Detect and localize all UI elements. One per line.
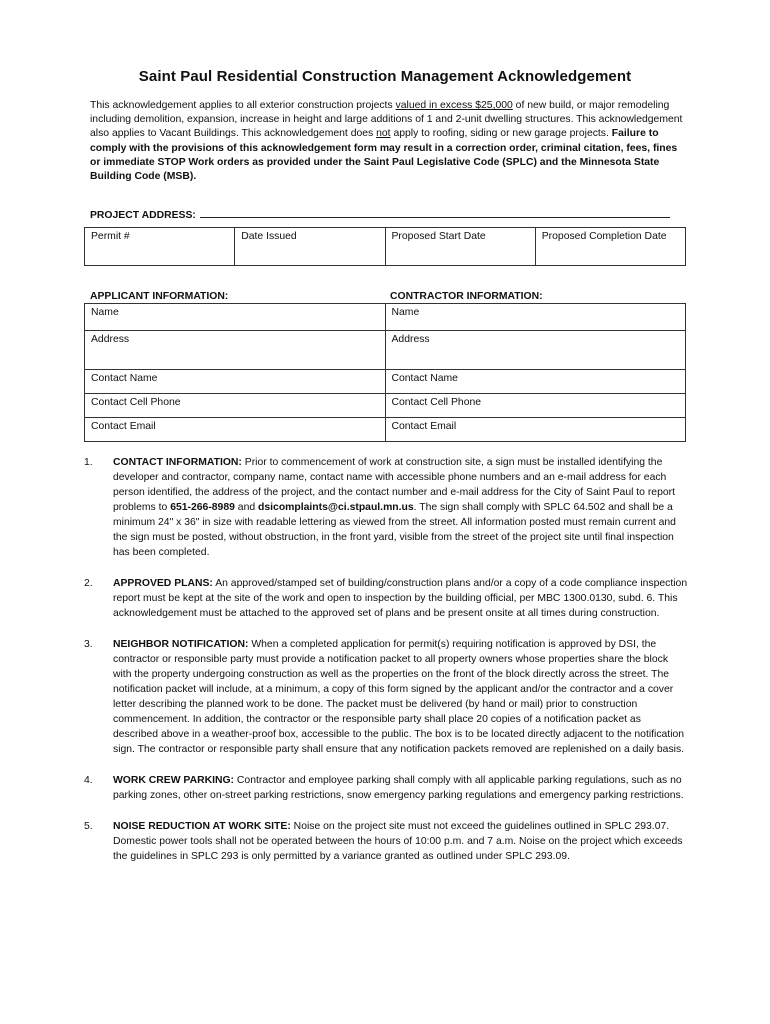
applicant-contact-name-label: Contact Name <box>91 373 158 384</box>
item-body: Noise on the project site must not exceed the guidelines outlined in SPLC 293.07. Domestic power tools shall not be operated between the hours of 10:00 p.m. and 7 a.m. Noise on the project which exceeds the guidelines in SPLC 293 is only permitted by a variance granted as outlined under SPLC 293.09. <box>113 821 683 862</box>
item-body: and <box>234 502 259 513</box>
applicant-email-cell[interactable] <box>85 418 386 442</box>
table-row <box>85 304 686 331</box>
item-heading: CONTACT INFORMATION: <box>113 457 242 468</box>
item-heading: NOISE REDUCTION AT WORK SITE: <box>113 821 291 832</box>
intro-text-2: of new build, or major remodeling including demolition, expansion, increase in height and large additions of 1 and 2-unit dwelling structures. This acknowledgement also applies to Vacant Buildings. This acknowledgement does <box>90 100 683 140</box>
item-body: Contractor and employee parking shall comply with all applicable parking regulations, such as no parking zones, other on-street parking restrictions, snow emergency parking regulations and emergency parking restrictions. <box>113 775 684 801</box>
list-item <box>84 773 688 803</box>
completion-date-cell[interactable] <box>535 228 685 266</box>
table-row <box>85 370 686 394</box>
item-number: 4. <box>84 775 93 786</box>
contractor-contact-name-label: Contact Name <box>391 373 458 384</box>
item-body: An approved/stamped set of building/construction plans and/or a copy of a code compliance inspection report must be kept at the site of the work and open to inspection by the building official, per MBC 1300.0130, subd. 6. This acknowledgement must be attached to the approved set of plans and be present onsite at all times during construction. <box>113 578 688 619</box>
table-row <box>85 331 686 370</box>
contractor-contact-name-cell[interactable] <box>385 370 686 394</box>
item-number: 5. <box>84 821 93 832</box>
applicant-phone-label: Contact Cell Phone <box>91 397 181 408</box>
applicant-email-label: Contact Email <box>91 421 156 432</box>
completion-date-label: Proposed Completion Date <box>541 231 667 242</box>
start-date-cell[interactable] <box>385 228 535 266</box>
project-address-field[interactable] <box>200 207 670 218</box>
item-text <box>113 637 688 757</box>
project-address-row <box>90 207 670 221</box>
item-number: 3. <box>84 639 93 650</box>
applicant-address-cell[interactable] <box>85 331 386 370</box>
contractor-email-label: Contact Email <box>391 421 457 432</box>
page-title: Saint Paul Residential Construction Management Acknowledgement <box>138 68 632 85</box>
item-heading: APPROVED PLANS: <box>113 578 213 589</box>
complaint-phone: 651-266-8989 <box>170 502 235 513</box>
permit-table <box>84 227 686 266</box>
item-heading: NEIGHBOR NOTIFICATION: <box>113 639 249 650</box>
table-row <box>85 394 686 418</box>
complaint-email: dsicomplaints@ci.stpaul.mn.us <box>258 502 414 513</box>
intro-paragraph <box>90 99 690 184</box>
contractor-name-cell[interactable] <box>385 304 686 331</box>
contractor-email-cell[interactable] <box>385 418 686 442</box>
contractor-phone-label: Contact Cell Phone <box>391 397 482 408</box>
item-body: Prior to commencement of work at construction site, a sign must be installed identifying the developer and contractor, company name, contact name with accessible phone numbers and an e-mail address for each person identified, the address of the project, and the contact number and e-mail address for the City of Saint Paul to report problems to <box>113 457 675 513</box>
requirements-list <box>84 455 688 880</box>
item-text <box>113 819 688 864</box>
date-issued-label: Date Issued <box>241 231 297 242</box>
item-body: . The sign shall comply with SPLC 64.502 and shall be a minimum 24" x 36" in size with readable lettering as viewed from the street. All information posted must remain current and the sign must be posted, without obstruction, in the front yard, visible from the street of the project site until final inspection has been completed. <box>113 502 676 558</box>
contractor-name-label: Name <box>391 307 420 318</box>
contractor-heading: CONTRACTOR INFORMATION: <box>390 291 543 302</box>
permit-number-label: Permit # <box>91 231 130 242</box>
contractor-address-cell[interactable] <box>385 331 686 370</box>
date-issued-cell[interactable] <box>235 228 385 266</box>
info-table <box>84 303 686 442</box>
item-number: 1. <box>84 457 93 468</box>
list-item <box>84 819 688 864</box>
applicant-name-cell[interactable] <box>85 304 386 331</box>
applicant-name-label: Name <box>91 307 119 318</box>
intro-text-1: This acknowledgement applies to all exterior construction projects <box>90 100 396 111</box>
applicant-contact-name-cell[interactable] <box>85 370 386 394</box>
item-body: When a completed application for permit(s) requiring notification is approved by DSI, the contractor or responsible party must provide a notification packet to all property owners whose properties share the block with the property undergoing construction as well as the properties on the front of the block directly across the street. The notification packet will include, at a minimum, a copy of this form signed by the applicant and/or the contractor and a cover letter describing the planned work to be done. The packet must be delivered (by hand or mail) prior to construction commencement. In addition, the contractor or the responsible party shall place 20 copies of a notification packet as described above in a weather-proof box, accessible to the public. The box is to be located directly adjacent to the notification sign. The contractor or responsible party shall ensure that any notification packets removed are replenished on a daily basis. <box>113 639 685 755</box>
item-text <box>113 455 688 560</box>
permit-number-cell[interactable] <box>85 228 235 266</box>
item-heading: WORK CREW PARKING: <box>113 775 235 786</box>
list-item <box>84 637 688 757</box>
intro-underline-not: not <box>376 128 391 140</box>
list-item <box>84 455 688 560</box>
contractor-address-label: Address <box>391 334 430 345</box>
applicant-address-label: Address <box>91 334 130 345</box>
start-date-label: Proposed Start Date <box>391 231 486 242</box>
item-text <box>113 576 688 621</box>
item-number: 2. <box>84 578 93 589</box>
applicant-phone-cell[interactable] <box>85 394 386 418</box>
contractor-phone-cell[interactable] <box>385 394 686 418</box>
intro-text-3: apply to roofing, siding or new garage projects. <box>390 128 612 140</box>
intro-underline-value: valued in excess $25,000 <box>395 100 513 111</box>
project-address-label: PROJECT ADDRESS: <box>90 210 196 221</box>
table-row <box>85 228 686 266</box>
list-item <box>84 576 688 621</box>
intro-warning: Failure to comply with the provisions of this acknowledgement form may result in a correction order, criminal citation, fees, fines or immediate STOP Work orders as provided under the Saint Paul Legislative Code (SPLC) and the Minnesota State Building Code (MSB). <box>90 128 678 183</box>
applicant-heading: APPLICANT INFORMATION: <box>90 291 229 302</box>
item-text <box>113 773 688 803</box>
table-row <box>85 418 686 442</box>
